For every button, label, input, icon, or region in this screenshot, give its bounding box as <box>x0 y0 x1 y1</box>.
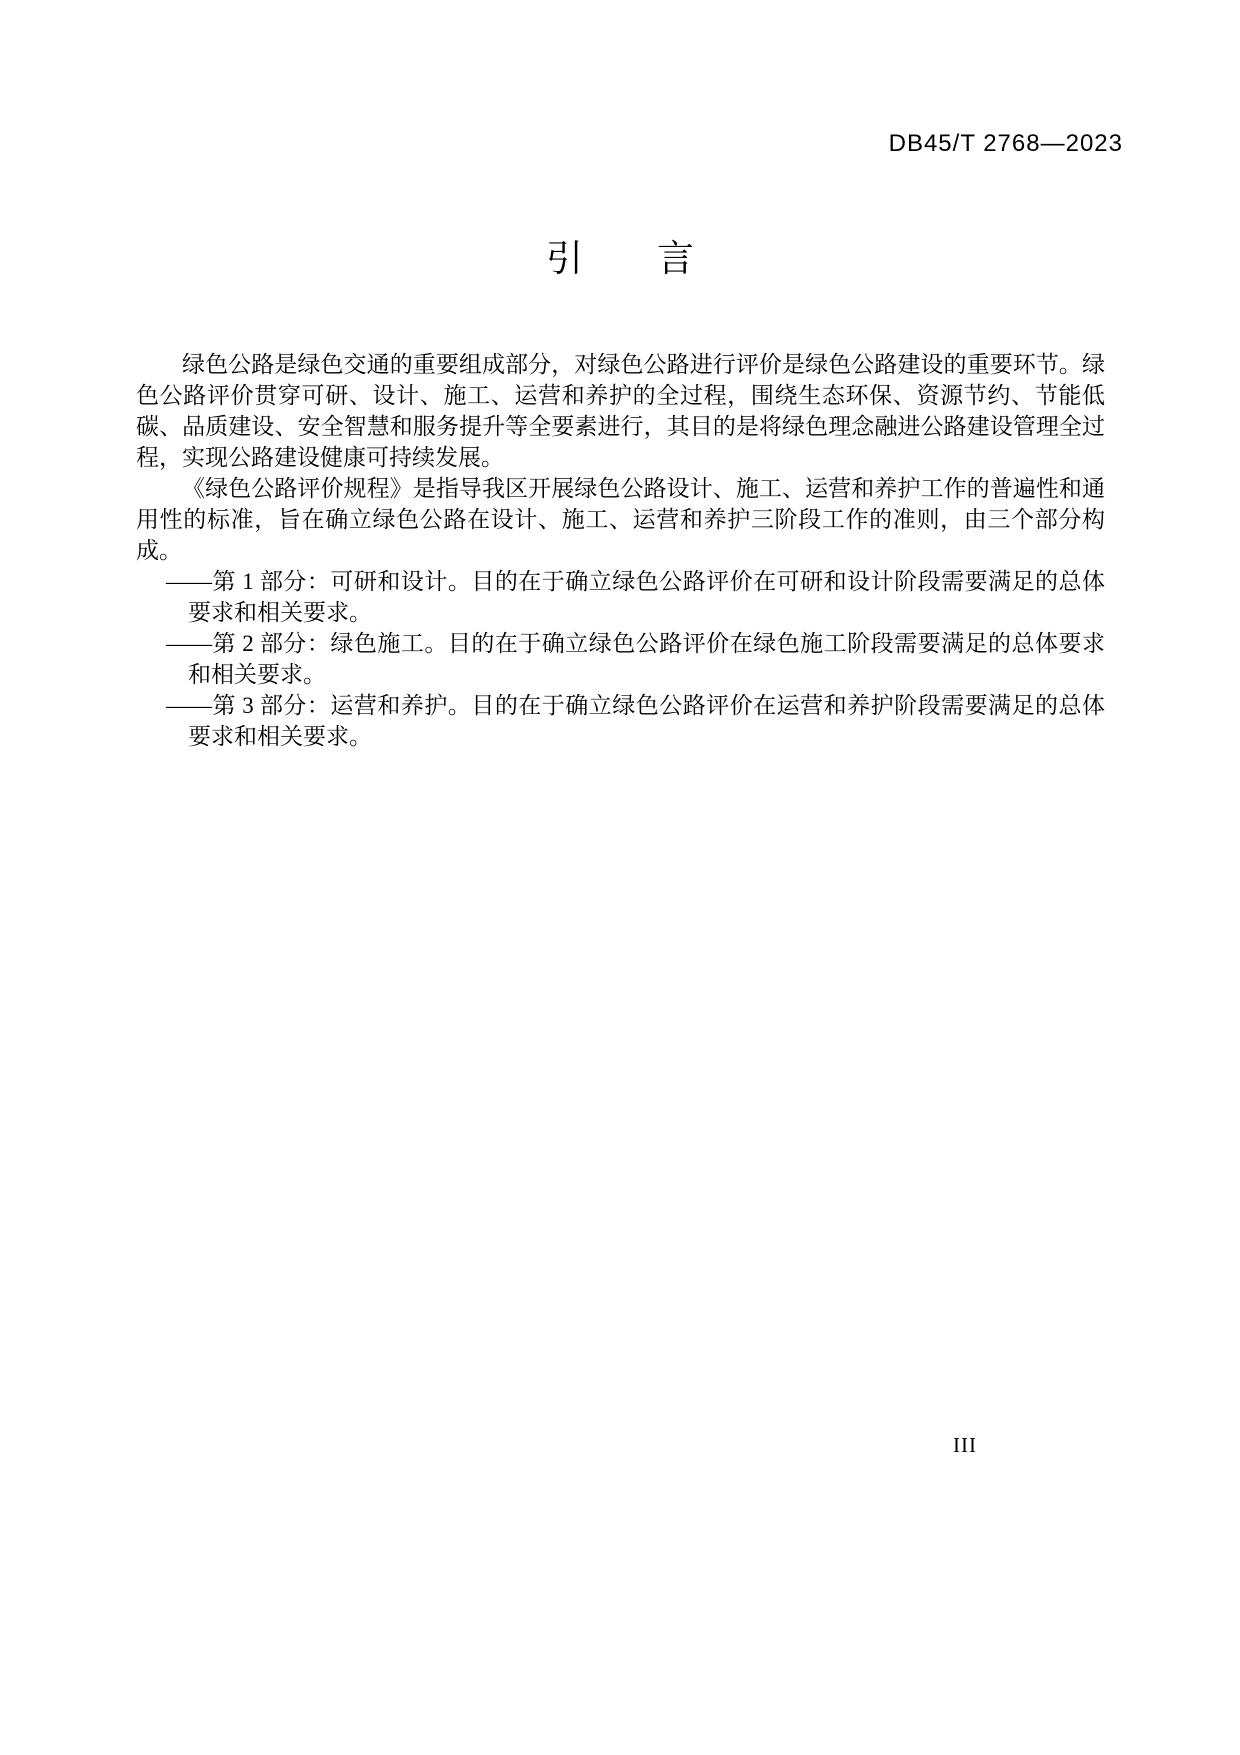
page-title: 引 言 <box>546 238 694 279</box>
standard-number-header: DB45/T 2768—2023 <box>888 130 1123 157</box>
foreword-part-item: ——第 1 部分：可研和设计。目的在于确立绿色公路评价在可研和设计阶段需要满足的总体要求和相关要求。 <box>166 569 1105 625</box>
page-number: III <box>953 1433 977 1457</box>
foreword-content <box>136 349 1105 752</box>
foreword-part-item: ——第 3 部分：运营和养护。目的在于确立绿色公路评价在运营和养护阶段需要满足的总体要求和相关要求。 <box>166 693 1105 749</box>
foreword-paragraph: 绿色公路是绿色交通的重要组成部分，对绿色公路进行评价是绿色公路建设的重要环节。绿色公路评价贯穿可研、设计、施工、运营和养护的全过程，围绕生态环保、资源节约、节能低碳、品质建设、安全智慧和服务提升等全要素进行，其目的是将绿色理念融进公路建设管理全过程，实现公路建设健康可持续发展。 <box>136 352 1105 470</box>
foreword-paragraph: 《绿色公路评价规程》是指导我区开展绿色公路设计、施工、运营和养护工作的普遍性和通用性的标准，旨在确立绿色公路在设计、施工、运营和养护三阶段工作的准则，由三个部分构成。 <box>136 476 1105 563</box>
foreword-part-item: ——第 2 部分：绿色施工。目的在于确立绿色公路评价在绿色施工阶段需要满足的总体要求和相关要求。 <box>166 631 1105 687</box>
